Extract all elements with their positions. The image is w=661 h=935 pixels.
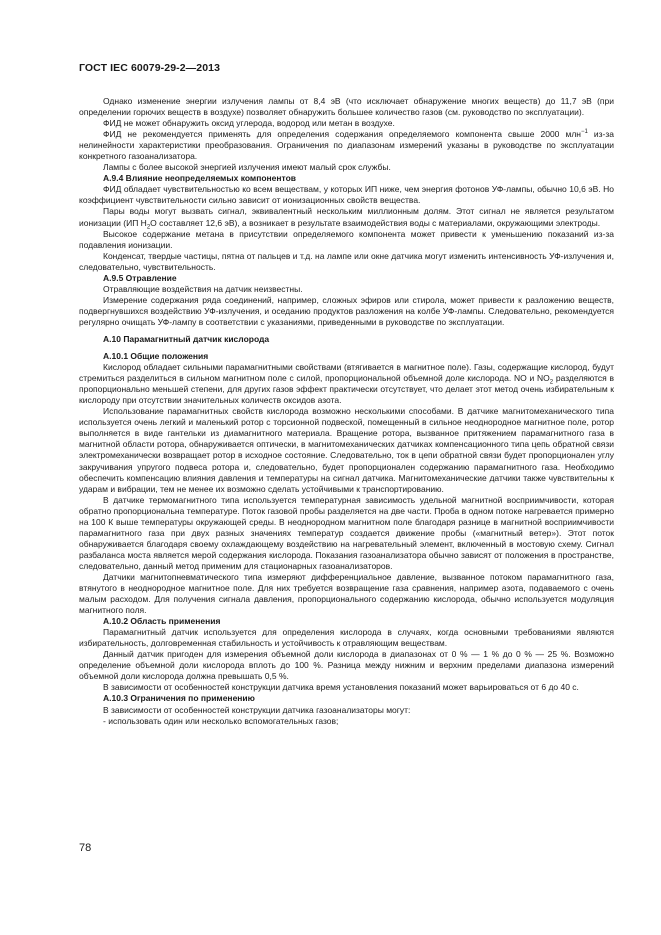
paragraph: Лампы с более высокой энергией излучения имеют малый срок службы. — [103, 162, 391, 173]
paragraph-text: ФИД не рекомендуется применять для определения содержания определяемого компонента свыше 2000 млн — [103, 129, 581, 140]
paragraph: ФИД не может обнаружить оксид углерода, водород или метан в воздухе. — [103, 118, 395, 129]
paragraph: В зависимости от особенностей конструкции датчика газоанализаторы могут: — [103, 704, 411, 715]
paragraph: Отравляющие воздействия на датчик неизвестны. — [103, 283, 303, 294]
list-item: - использовать один или несколько вспомогательных газов; — [103, 715, 339, 726]
paragraph — [79, 362, 614, 406]
paragraph-text: Кислород обладает сильными парамагнитными свойствами (втягивается в магнитное поле). Газы, содержащие кислород, будут стремиться разделиться в сильном магнитном поле с силой, пропорциональной объемной доле кислорода. NO и NO — [79, 362, 614, 384]
paragraph-text: O составляет 12,6 эВ), а возникает в результате взаимодействия воды с материалами, окружающими электроды. — [150, 217, 601, 228]
paragraph-text: из-за нелинейности характеристики преобразования. Ограничения по диапазонам измерений указаны в руководстве по эксплуатации конкретного газоанализатора. — [79, 129, 614, 162]
paragraph: Конденсат, твердые частицы, пятна от пальцев и т.д. на лампе или окне датчика могут изменить интенсивность УФ-излучения и, следовательно, чувствительность. — [79, 250, 614, 272]
subscript: 2 — [146, 224, 151, 231]
paragraph-text: разделяются в пропорционально меньшей степени, для других газов эффект практически отсутствует, что делает этот метод очень избирательным к кислороду при отсутствии значительных количеств оксидов азота. — [79, 373, 614, 406]
paragraph: В зависимости от особенностей конструкции датчика время установления показаний может варьироваться от 6 до 40 с. — [103, 682, 579, 693]
paragraph — [79, 206, 614, 231]
paragraph: Высокое содержание метана в присутствии определяемого компонента может привести к уменьшению показаний из-за подавления ионизации. — [79, 228, 614, 250]
section-heading-a10: А.10 Парамагнитный датчик кислорода — [103, 333, 270, 344]
paragraph: Однако изменение энергии излучения лампы от 8,4 эВ (что исключает обнаружение многих веществ) до 11,7 эВ (при определении горючих веществ в воздухе) позволяет обнаружить большее количество газов (см. руководство по эксплуатации). — [79, 96, 614, 118]
section-heading-a103: А.10.3 Ограничения по применению — [103, 693, 255, 704]
subscript: 2 — [549, 379, 554, 386]
paragraph: Датчики магнитопневматического типа измеряют дифференциальное давление, вызванное потоком парамагнитного газа, втянутого в неоднородное магнитное поле. Для них требуется возвращение газа сравнения, например азота, подаваемого с очень малым расходом. Для получения сигнала давления, пропорционального содержанию кислорода, обычно используется модуляция магнитного поля. — [79, 571, 614, 616]
section-heading-a94: А.9.4 Влияние неопределяемых компонентов — [103, 173, 296, 184]
section-heading-a102: А.10.2 Область применения — [103, 616, 221, 627]
section-heading-a95: А.9.5 Отравление — [103, 272, 177, 283]
document-body — [79, 96, 614, 727]
paragraph: ФИД обладает чувствительностью ко всем веществам, у которых ИП ниже, чем энергия фотонов УФ-лампы, обычно 10,6 эВ. Но коэффициент чувствительности сильно зависит от ионизационных свойств вещества. — [79, 184, 614, 206]
paragraph — [79, 129, 614, 162]
paragraph: Измерение содержания ряда соединений, например, сложных эфиров или стирола, может привести к разложению веществ, подвергнувшихся воздействию УФ-излучения, и оседанию продуктов разложения на колбе УФ-лампы. Следовательно, рекомендуется регулярно очищать УФ-лампу в соответствии с указаниями, приведенными в руководстве по эксплуатации. — [79, 294, 614, 327]
paragraph: В датчике термомагнитного типа используется температурная зависимость удельной магнитной восприимчивости, которая обратно пропорциональна температуре. Поток газовой пробы разделяется на две части. Проба в одном потоке нагревается примерно на 100 К выше температуры окружающей среды. В неоднородном магнитном поле благодаря разнице в магнитной восприимчивости парамагнитного газа при двух разных значениях температур создается движение пробы («магнитный ветер»). Этот поток обнаруживается благодаря своему охлаждающему воздействию на нагревательный элемент, включенный в мостовую схему. Сигнал разбаланса моста является мерой содержания кислорода. Показания газоанализатора обычно зависят от положения в пространстве, следовательно, данный метод применим для стационарных газоанализаторов. — [79, 494, 614, 571]
section-heading-a101: А.10.1 Общие положения — [103, 351, 209, 362]
page-number: 78 — [79, 842, 92, 854]
page-header-standard-title: ГОСТ IEC 60079-29-2—2013 — [79, 62, 221, 74]
paragraph-text: Пары воды могут вызвать сигнал, эквивалентный нескольким миллионным долям. Этот сигнал не является результатом ионизации (ИП H — [79, 206, 614, 228]
paragraph: Данный датчик пригоден для измерения объемной доли кислорода в диапазонах от 0 % — 1 % до 0 % — 25 %. Возможно определение объемной доли кислорода вплоть до 100 %. Разница между нижним и верхним пределами диапазона измерений объемной доли кислорода должна превышать 0,5 %. — [79, 649, 614, 682]
paragraph: Использование парамагнитных свойств кислорода возможно несколькими способами. В датчике магнитомеханического типа используется очень легкий и маленький ротор с торсионной подвеской, помещенный в сильное неоднородное магнитное поле, ротор выполняется в виде гантельки из диамагнитного материала. Вращение ротора, вызванное притяжением парамагнитного газа в магнитной области ротора, обнаруживается оптически, в магнитомеханических датчиках компенсационного типа цепь обратной связи электромеханически возвращает ротор в исходное состояние. Следовательно, ток в цепи обратной связи будет пропорционален углу закручивания упругого подвеса ротора и, следовательно, будет пропорционален содержанию парамагнитного газа. Необходимо обеспечить компенсацию влияния давления и температуры на сигнал датчика. Магнитомеханические датчики также чувствительны к ударам и вибрации, тем не менее их возможно сделать устойчивыми к транспортированию. — [79, 406, 614, 494]
superscript: −1 — [580, 129, 588, 136]
paragraph: Парамагнитный датчик используется для определения кислорода в случаях, когда основными требованиями являются избирательность, долговременная стабильность и устойчивость к отравляющим веществам. — [79, 627, 614, 649]
